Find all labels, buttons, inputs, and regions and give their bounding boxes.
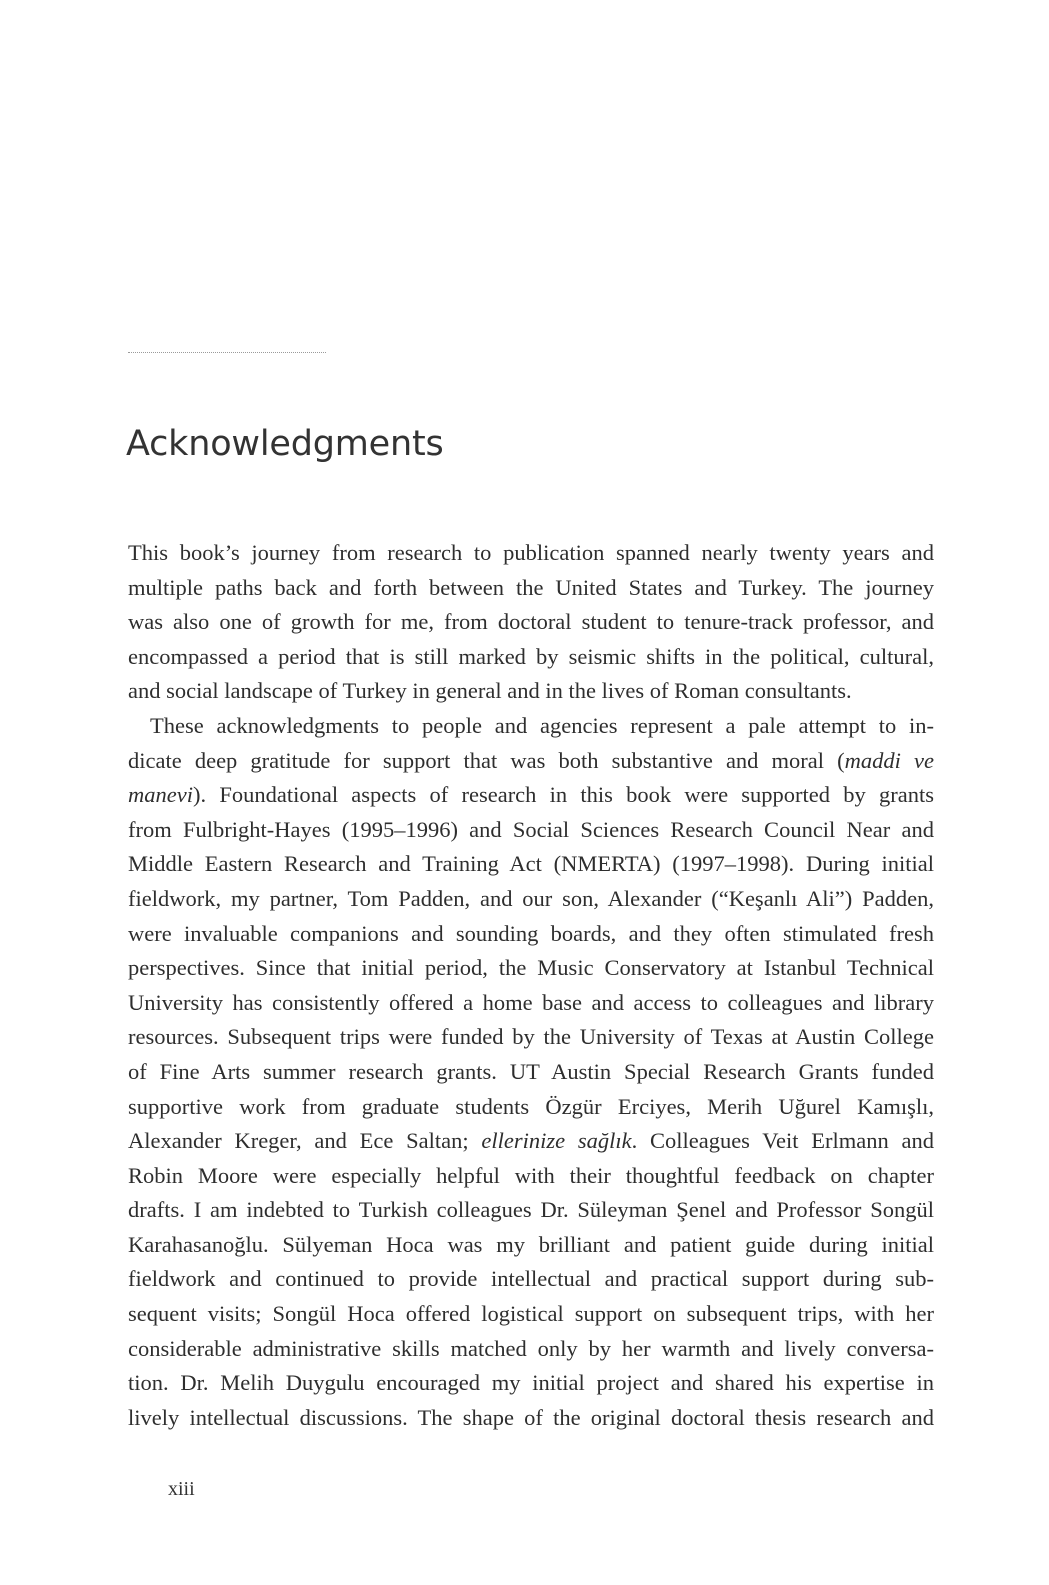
chapter-ornament-rule xyxy=(128,352,326,353)
italic-phrase: ellerinize sağlık xyxy=(481,1128,632,1154)
text-line: were invaluable companions and sounding boards, and they often stimulated fresh xyxy=(128,920,934,946)
text-line: multiple paths back and forth between the United States and Turkey. The journey xyxy=(128,574,934,600)
text-line: drafts. I am indebted to Turkish colleagues Dr. Süleyman Şenel and Professor Songül xyxy=(128,1197,934,1223)
text-line: considerable administrative skills matched only by her warmth and lively conversa- xyxy=(128,1335,934,1361)
page-title: Acknowledgments xyxy=(126,424,444,464)
text-line: and social landscape of Turkey in general and in the lives of Roman consultants. xyxy=(128,678,852,704)
text-line xyxy=(128,744,934,779)
italic-phrase: manevi xyxy=(128,782,193,808)
text-line: University has consistently offered a home base and access to colleagues and library xyxy=(128,989,934,1015)
text-run: dicate deep gratitude for support that was both substantive and moral ( xyxy=(128,747,845,773)
text-line: lively intellectual discussions. The shape of the original doctoral thesis research and xyxy=(128,1404,934,1430)
text-run: Alexander Kreger, and Ece Saltan; xyxy=(128,1128,482,1154)
text-line: Robin Moore were especially helpful with their thoughtful feedback on chapter xyxy=(128,1162,934,1188)
body-text xyxy=(128,536,934,1435)
text-line: fieldwork and continued to provide intellectual and practical support during sub- xyxy=(128,1266,934,1292)
text-line: resources. Subsequent trips were funded by the University of Texas at Austin College xyxy=(128,1024,934,1050)
text-run: ). Foundational aspects of research in this book were supported by grants xyxy=(192,782,934,808)
text-line: supportive work from graduate students Özgür Erciyes, Merih Uğurel Kamışlı, xyxy=(128,1093,934,1119)
page-number: xiii xyxy=(168,1478,195,1500)
text-line: tion. Dr. Melih Duygulu encouraged my initial project and shared his expertise in xyxy=(128,1370,934,1396)
text-run: . Colleagues Veit Erlmann and xyxy=(631,1128,934,1154)
text-line: perspectives. Since that initial period, the Music Conservatory at Istanbul Technical xyxy=(128,955,934,981)
italic-phrase: maddi ve xyxy=(844,747,934,773)
text-line: Middle Eastern Research and Training Act (NMERTA) (1997–1998). During initial xyxy=(128,851,934,877)
text-line: from Fulbright-Hayes (1995–1996) and Social Sciences Research Council Near and xyxy=(128,816,934,842)
text-line: encompassed a period that is still marked by seismic shifts in the political, cultural, xyxy=(128,643,934,669)
text-line xyxy=(128,1124,934,1159)
text-line: These acknowledgments to people and agencies represent a pale attempt to in- xyxy=(150,712,934,738)
text-line: This book’s journey from research to publication spanned nearly twenty years and xyxy=(128,540,934,565)
text-line: fieldwork, my partner, Tom Padden, and our son, Alexander (“Keşanlı Ali”) Padden, xyxy=(128,885,934,911)
text-line: was also one of growth for me, from doctoral student to tenure-track professor, and xyxy=(128,609,934,635)
text-line xyxy=(128,778,934,813)
text-line: of Fine Arts summer research grants. UT Austin Special Research Grants funded xyxy=(128,1058,934,1084)
text-line: sequent visits; Songül Hoca offered logistical support on subsequent trips, with her xyxy=(128,1301,934,1327)
text-line: Karahasanoğlu. Sülyeman Hoca was my brilliant and patient guide during initial xyxy=(128,1231,934,1257)
